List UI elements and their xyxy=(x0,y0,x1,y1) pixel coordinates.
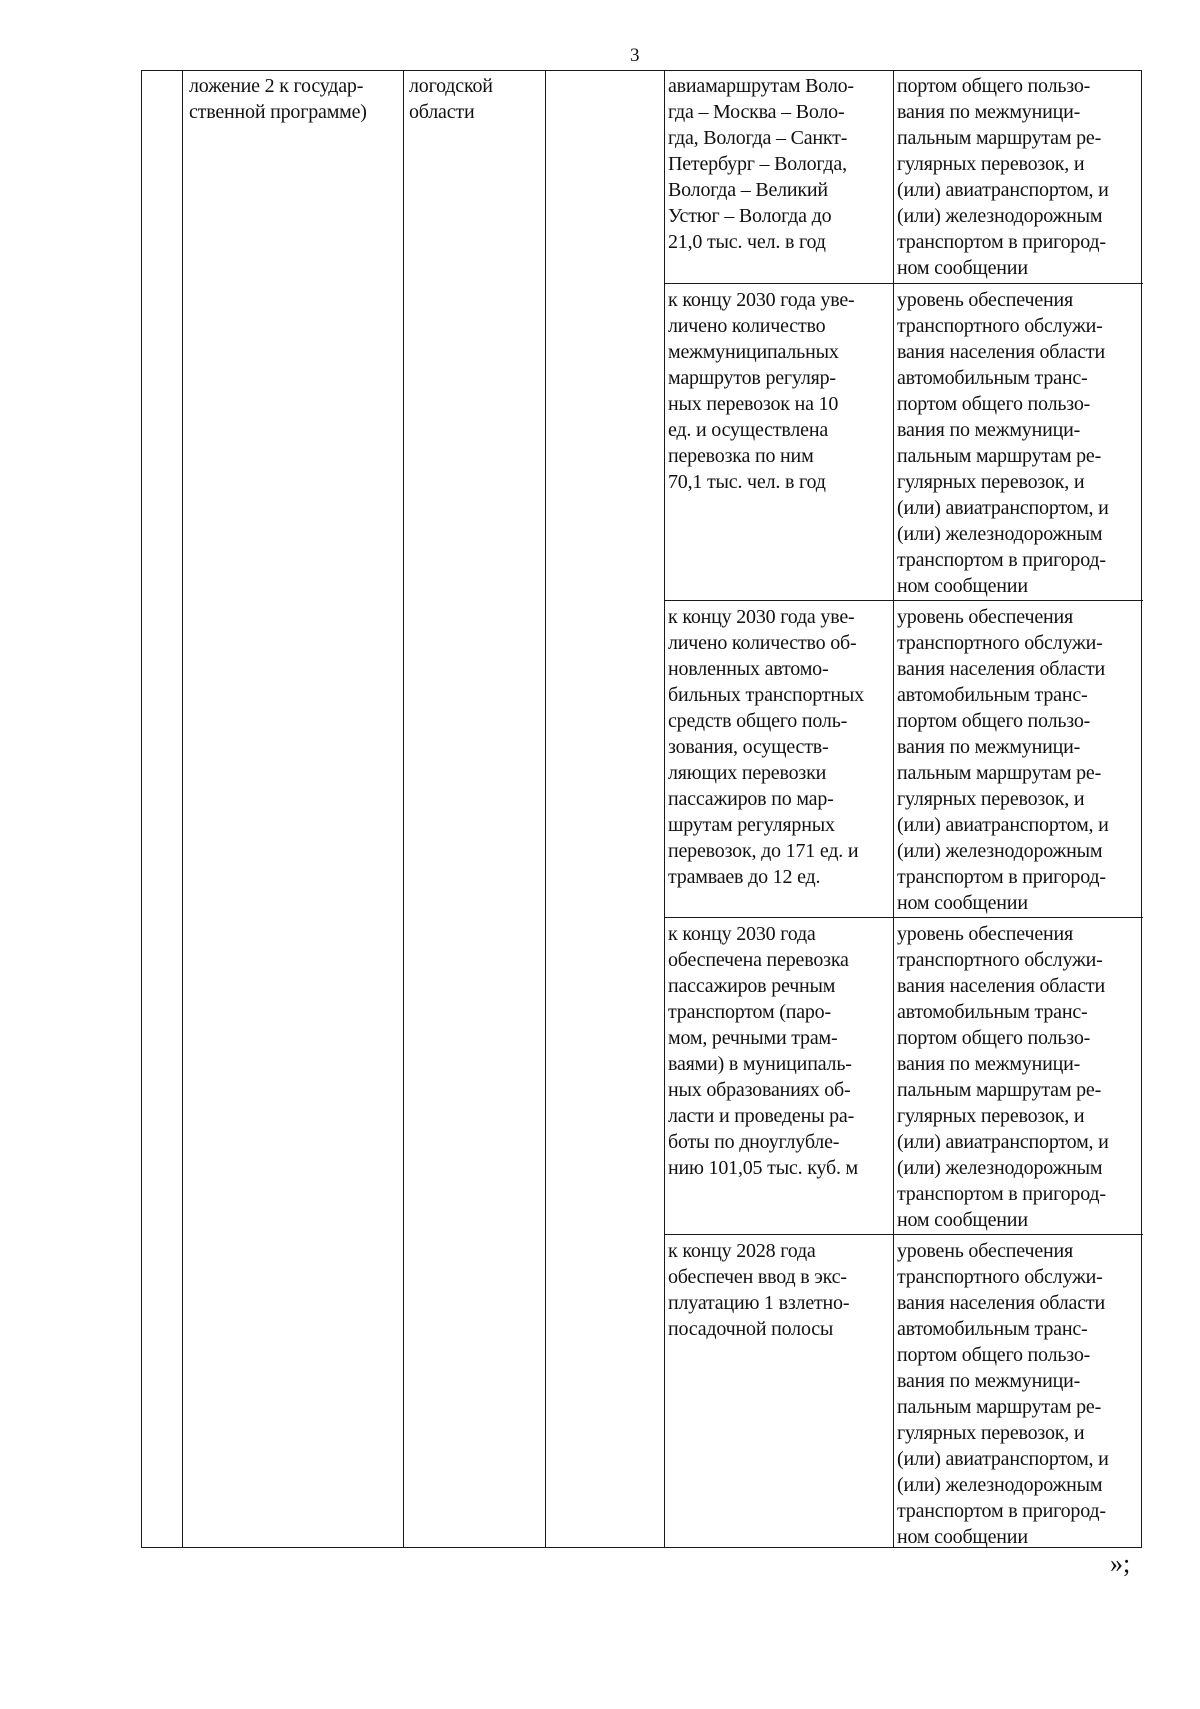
result-cell: к концу 2030 года обеспечена перевозка пассажиров речным транспортом (паро- мом, речными трам- ваями) в муниципаль- ных образованиях об- ласти и проведены ра- боты по дноуглубле- нию 101,05 тыс. куб. м xyxy=(668,923,859,1179)
page-number: 3 xyxy=(630,45,640,66)
region-cell: логодской области xyxy=(409,75,493,123)
row-divider xyxy=(664,283,1143,284)
column-divider xyxy=(545,71,546,1547)
column-divider xyxy=(182,71,183,1547)
indicator-cell: уровень обеспечения транспортного обслужи- вания населения области автомобильным транс- портом общего пользо- вания по межмуници- пальным маршрутам ре- гулярных перевозок, и (или) авиатранспортом, и (или) железнодорожным транспортом в пригород- ном сообщении xyxy=(897,289,1109,597)
continuation-table xyxy=(141,70,1142,1548)
result-cell: авиамаршрутам Воло- гда – Москва – Воло- гда, Вологда – Санкт- Петербург – Вологда, Вологда – Великий Устюг – Вологда до 21,0 тыс. чел. в год xyxy=(668,75,854,253)
result-cell: к концу 2028 года обеспечен ввод в экс- плуатацию 1 взлетно- посадочной полосы xyxy=(668,1240,850,1340)
indicator-cell: уровень обеспечения транспортного обслужи- вания населения области автомобильным транс- портом общего пользо- вания по межмуници- пальным маршрутам ре- гулярных перевозок, и (или) авиатранспортом, и (или) железнодорожным транспортом в пригород- ном сообщении xyxy=(897,1240,1109,1548)
result-cell: к концу 2030 года уве- личено количество об- новленных автомо- бильных транспортных средств общего поль- зования, осуществ- ляющих перевозки пассажиров по мар- шрутам регулярных перевозок, до 171 ед. и трамваев до 12 ед. xyxy=(668,606,864,888)
column-divider xyxy=(403,71,404,1547)
row-divider xyxy=(664,1234,1143,1235)
row-divider xyxy=(664,600,1143,601)
closing-quote-mark: »; xyxy=(1110,1549,1131,1578)
result-cell: к концу 2030 года уве- личено количество межмуниципальных маршрутов регуляр- ных перевозок на 10 ед. и осуществлена перевозка по ним 70,1 тыс. чел. в год xyxy=(668,289,855,493)
row-divider xyxy=(664,917,1143,918)
column-divider xyxy=(893,71,894,1547)
column-divider xyxy=(664,71,665,1547)
indicator-cell: портом общего пользо- вания по межмуници- пальным маршрутам ре- гулярных перевозок, и (или) авиатранспортом, и (или) железнодорожным транспортом в пригород- ном сообщении xyxy=(897,75,1109,279)
indicator-cell: уровень обеспечения транспортного обслужи- вания населения области автомобильным транс- портом общего пользо- вания по межмуници- пальным маршрутам ре- гулярных перевозок, и (или) авиатранспортом, и (или) железнодорожным транспортом в пригород- ном сообщении xyxy=(897,923,1109,1231)
indicator-cell: уровень обеспечения транспортного обслужи- вания населения области автомобильным транс- портом общего пользо- вания по межмуници- пальным маршрутам ре- гулярных перевозок, и (или) авиатранспортом, и (или) железнодорожным транспортом в пригород- ном сообщении xyxy=(897,606,1109,914)
program-attachment-cell: ложение 2 к государ- ственной программе) xyxy=(189,75,367,123)
